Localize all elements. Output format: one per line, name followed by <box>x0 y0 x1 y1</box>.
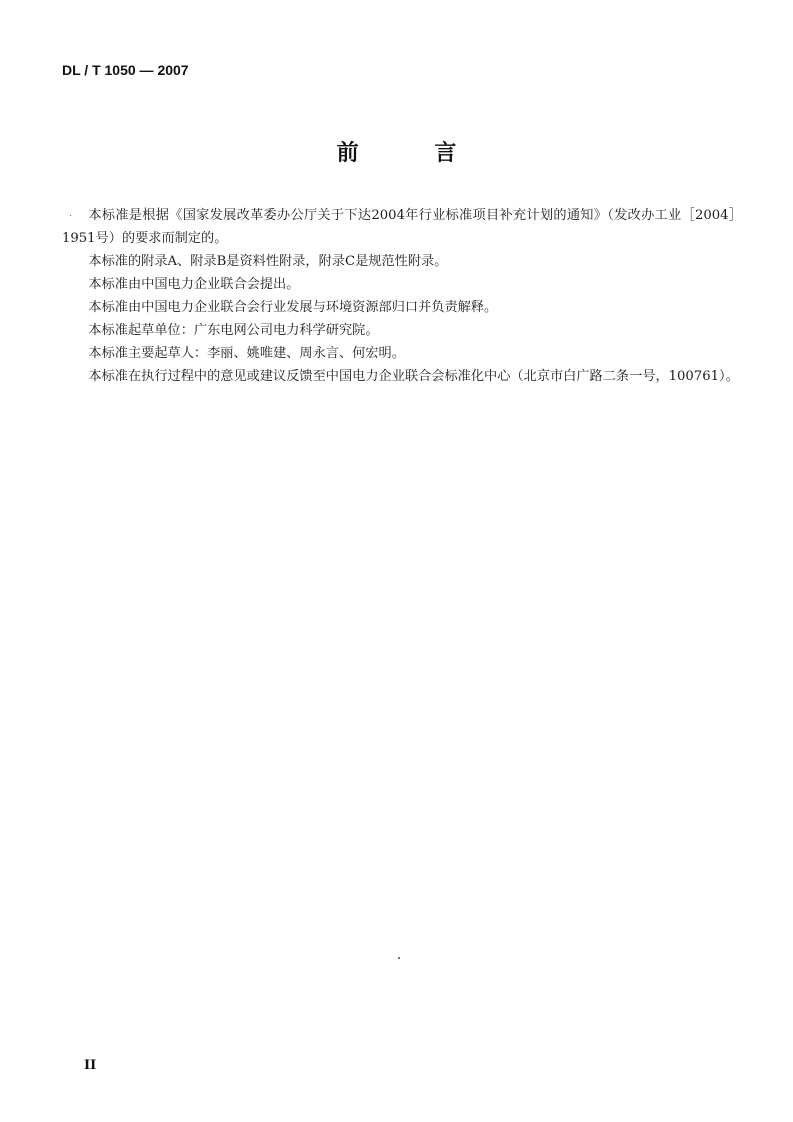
paragraph-drafting-unit: 本标准起草单位：广东电网公司电力科学研究院。 <box>88 323 379 338</box>
scan-speck <box>70 215 71 216</box>
paragraph-drafters: 本标准主要起草人：李丽、姚唯建、周永言、何宏明。 <box>88 346 405 361</box>
page-number: II <box>84 1058 97 1073</box>
paragraph-responsible: 本标准由中国电力企业联合会行业发展与环境资源部归口并负责解释。 <box>88 300 498 315</box>
paragraph-proposer: 本标准由中国电力企业联合会提出。 <box>88 277 300 292</box>
page-title: 前 言 <box>336 141 491 166</box>
paragraph-annexes: 本标准的附录A、附录B是资料性附录，附录C是规范性附录。 <box>88 254 448 269</box>
paragraph-basis: 本标准是根据《国家发展改革委办公厅关于下达2004年行业标准项目补充计划的通知》（发改办工业［2004］1951号）的要求而制定的。 <box>62 208 742 246</box>
paragraph-feedback: 本标准在执行过程中的意见或建议反馈至中国电力企业联合会标准化中心（北京市白广路二条一号，100761）。 <box>88 369 739 384</box>
standard-code-header: DL / T 1050 — 2007 <box>62 62 189 78</box>
foreword-body <box>62 204 742 388</box>
scan-speck <box>398 957 400 959</box>
